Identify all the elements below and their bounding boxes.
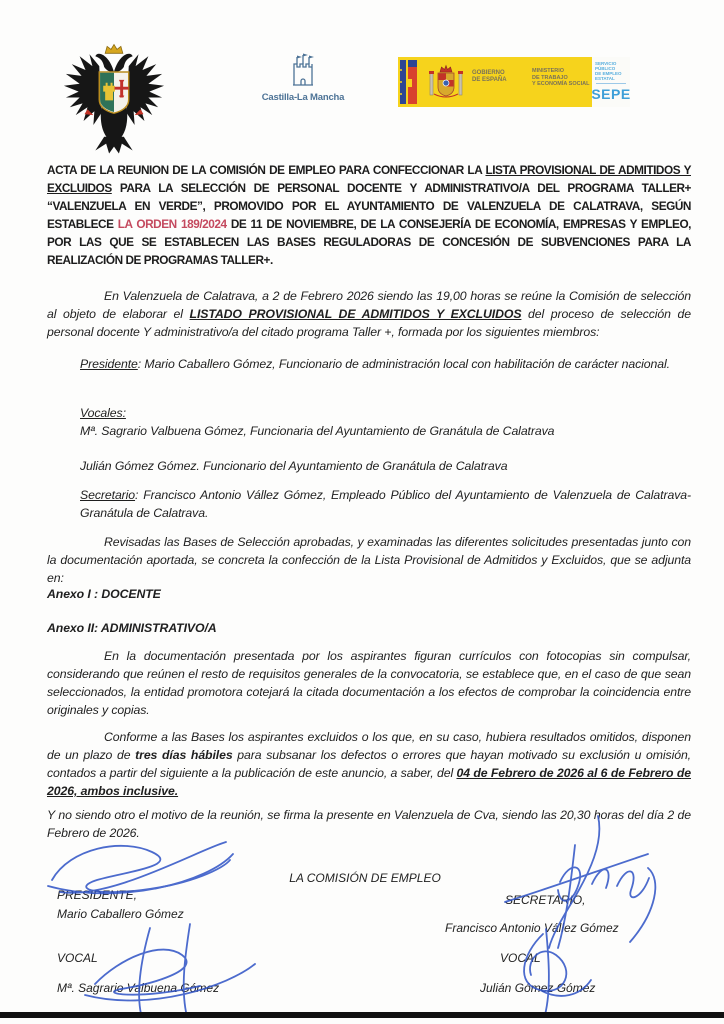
vocales-heading [80, 404, 691, 422]
paragraph-cierre: Y no siendo otro el motivo de la reunión, se firma la presente en Valenzuela de Cva, siendo las 20,30 horas del día 2 de Febrero de 2026. [47, 808, 691, 840]
valenzuela-coat-of-arms [60, 40, 168, 154]
conforme-part1: Conforme a las Bases los aspirantes excluidos o los que, en su caso, hubiera resultados omitidos, disponen de un plazo de [47, 730, 691, 762]
presidente-text: : Mario Caballero Gómez, Funcionario de administración local con habilitación de carácter nacional. [137, 357, 670, 371]
comision-title: LA COMISIÓN DE EMPLEO [289, 871, 441, 885]
title-underlined-phrase: LISTA PROVISIONAL DE ADMITIDOS Y EXCLUIDOS [47, 163, 691, 195]
paragraph-conforme [47, 728, 691, 800]
intro-part3: del proceso de selección de personal docente Y administrativo/a del citado programa Taller +, formada por los siguientes miembros: [47, 307, 691, 339]
clm-logo-label: Castilla-La Mancha [261, 92, 345, 103]
conforme-part3: para subsanar los defectos o errores que hayan motivado su exclusión u omisión, contados a partir del siguiente a la publicación de este anuncio, a saber, del [47, 748, 692, 780]
member-vocal1: Mª. Sagrario Valbuena Gómez, Funcionaria del Ayuntamiento de Granátula de Calatrava [80, 424, 555, 438]
ministerio-label: MINISTERIO DE TRABAJO Y ECONOMÍA SOCIAL [532, 68, 590, 87]
intro-paragraph [47, 287, 691, 341]
secretario-label: Secretario [80, 488, 136, 502]
vocal-right-role-label: VOCAL [500, 951, 541, 965]
anexo-1: Anexo I : DOCENTE [47, 587, 161, 601]
sepe-service-label: SERVICIO PÚBLICO DE EMPLEO ESTATAL [595, 61, 622, 81]
gobierno-espana-label: GOBIERNO DE ESPAÑA [472, 70, 507, 83]
conforme-plazo: tres días hábiles [135, 748, 233, 762]
conforme-dates: 04 de Febrero de 2026 al 6 de Febrero de 2026, ambos inclusive. [47, 766, 691, 798]
member-presidente [80, 355, 691, 373]
vocal-left-role-label: VOCAL [57, 951, 98, 965]
title-part3: PARA LA SELECCIÓN DE PERSONAL DOCENTE Y ADMINISTRATIVO/A DEL PROGRAMA TALLER+ “VALENZUELA EN VERDE”, PROMOVIDO POR EL AYUNTAMIENTO DE VALENZUELA DE CALATRAVA, SEGÚN ESTABLECE [47, 181, 691, 231]
signature-vocal-left [85, 924, 255, 1014]
title-part1: ACTA DE LA REUNION DE LA COMISIÓN DE EMPLEO PARA CONFECCIONAR LA [47, 163, 486, 177]
vocales-label: Vocales: [80, 406, 126, 420]
flag-red-bar [408, 60, 417, 104]
flag-red-bar-cap [408, 60, 417, 67]
intro-part1: En Valenzuela de Calatrava, a 2 de Febrero 2026 siendo las 19,00 horas se reúne la Comisión de selección al objeto de elaborar el [47, 289, 691, 321]
signature-presidente [48, 842, 233, 893]
flag-red-bar-notch [408, 79, 412, 87]
paragraph-revisadas: Revisadas las Bases de Selección aprobadas, y examinadas las diferentes solicitudes presentadas junto con la documentación aportada, se concreta la confección de la Lista Provisional de Admitidos y Excluidos, que se adjunta en: [47, 535, 691, 585]
flag-dot [400, 69, 402, 71]
secretario-text: : Francisco Antonio Vállez Gómez, Empleado Público del Ayuntamiento de Valenzuela de Calatrava-Granátula de Calatrava. [80, 488, 691, 520]
flag-dot [400, 93, 402, 95]
title-part5: DE 11 DE NOVIEMBRE, DE LA CONSEJERÍA DE ECONOMÍA, EMPRESAS Y EMPLEO, POR LAS QUE SE ESTABLECEN LAS BASES REGULADORAS DE CONCESIÓN DE SUBVENCIONES PARA LA REALIZACIÓN DE PROGRAMAS TALLER+. [47, 217, 691, 267]
castle-icon [288, 52, 318, 90]
member-vocal2: Julián Gómez Gómez. Funcionario del Ayuntamiento de Granátula de Calatrava [80, 459, 508, 473]
sepe-wordmark: SEPE [591, 86, 631, 102]
secretario-name-label: Francisco Antonio Vállez Gómez [445, 921, 619, 935]
member-secretario [80, 486, 691, 522]
signature-vocal-right [524, 929, 591, 1015]
document-title [47, 161, 691, 269]
gobierno-espana-sepe-logo [398, 57, 630, 107]
sepe-panel [592, 57, 630, 107]
presidente-name-label: Mario Caballero Gómez [57, 907, 184, 921]
presidente-role-label: PRESIDENTE, [57, 888, 138, 902]
sepe-divider [596, 83, 626, 84]
flag-dot [400, 81, 402, 83]
vocal-right-name-label: Julián Gómez Gómez [480, 981, 596, 995]
paragraph-documentacion: En la documentación presentada por los aspirantes figuran currículos con fotocopias sin compulsar, considerando que reúnen el resto de requisitos generales de la convocatoria, se establece que, en el caso de que sean seleccionados, la entidad promotora cotejará la citada documentación a los efectos de comprobar la coincidencia entre originales y copias. [47, 649, 691, 717]
secretario-role-label: SECRETARIO, [505, 893, 586, 907]
intro-listado-phrase: LISTADO PROVISIONAL DE ADMITIDOS Y EXCLUIDOS [189, 307, 522, 321]
vocal-left-name-label: Mª. Sagrario Valbuena Gómez [57, 981, 220, 995]
title-order-reference: LA ORDEN 189/2024 [117, 217, 227, 231]
scan-edge-bar [0, 1012, 724, 1018]
anexo-2: Anexo II: ADMINISTRATIVO/A [47, 621, 217, 635]
presidente-label: Presidente [80, 357, 138, 371]
castilla-la-mancha-logo [247, 52, 359, 112]
spain-coat-of-arms-icon [426, 61, 466, 103]
